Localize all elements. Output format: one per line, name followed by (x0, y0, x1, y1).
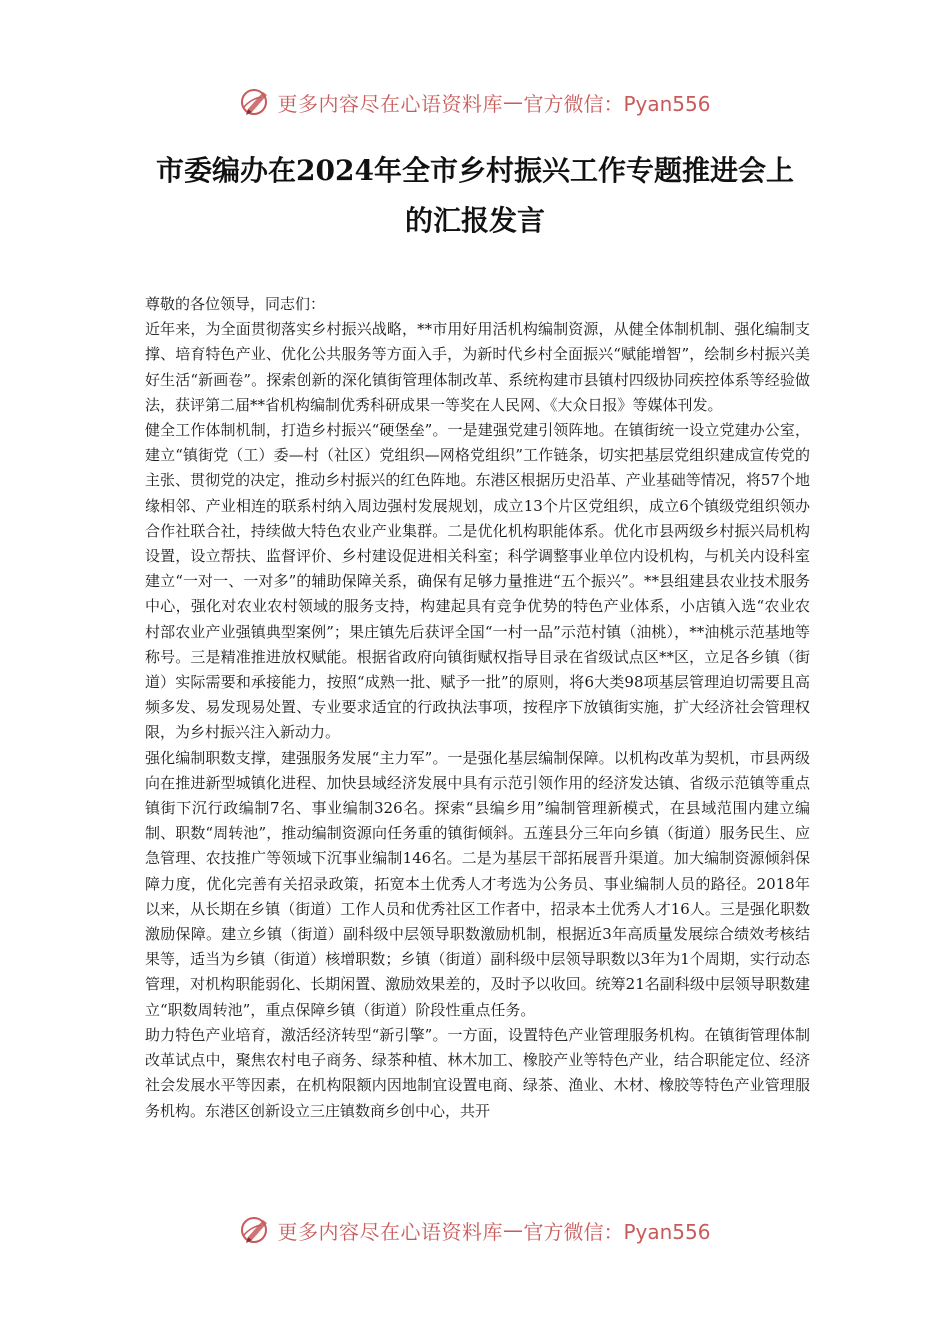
paragraph-section-2: 强化编制职数支撑，建强服务发展“主力军”。一是强化基层编制保障。以机构改革为契机，市县两级向在推进新型城镇化进程、加快县域经济发展中具有示范引领作用的经济发达镇、省级示范镇等重点镇街下沉行政编制7名、事业编制326名。探索“县编乡用”编制管理新模式，在县域范围内建立编制、职数“周转池”，推动编制资源向任务重的镇街倾斜。五莲县分三年向乡镇（街道）服务民生、应急管理、农技推广等领域下沉事业编制146名。二是为基层干部拓展晋升渠道。加大编制资源倾斜保障力度，优化完善有关招录政策，拓宽本土优秀人才考选为公务员、事业编制人员的路径。2018年以来，从长期在乡镇（街道）工作人员和优秀社区工作者中，招录本土优秀人才16人。三是强化职数激励保障。建立乡镇（街道）副科级中层领导职数激励机制，根据近3年高质量发展综合绩效考核结果等，适当为乡镇（街道）核增职数；乡镇（街道）副科级中层领导职数以3年为1个周期，实行动态管理，对机构职能弱化、长期闲置、激励效果差的，及时予以收回。统筹21名副科级中层领导职数建立“职数周转池”，重点保障乡镇（街道）阶段性重点任务。 (145, 748, 810, 1019)
paragraph-section-3: 助力特色产业培育，激活经济转型“新引擎”。一方面，设置特色产业管理服务机构。在镇街管理体制改革试点中，聚焦农村电子商务、绿茶种植、林木加工、橡胶产业等特色产业，结合职能定位、经济社会发展水平等因素，在机构限额内因地制宜设置电商、绿茶、渔业、木材、橡胶等特色产业管理服务机构。东港区创新设立三庄镇数商乡创中心，共开 (145, 1025, 810, 1120)
banner-text: 更多内容尽在心语资料库 (277, 91, 503, 116)
banner-contact: 官方微信：Pyan556 (523, 1219, 711, 1244)
paragraph-intro: 近年来，为全面贯彻落实乡村振兴战略，**市用好用活机构编制资源，从健全体制机制、强化编制支撑、培育特色产业、优化公共服务等方面入手，为新时代乡村全面振兴“赋能增智”，绘制乡村振兴美好生活“新画卷”。探索创新的深化镇街管理体制改革、系统构建市县镇村四级协同疾控体系等经验做法，获评第二届**省机构编制优秀科研成果一等奖在人民网、《大众日报》等媒体刊发。 (145, 320, 810, 414)
banner-dash: — (502, 1218, 524, 1242)
pen-logo-icon (239, 85, 273, 119)
title-line-2: 的汇报发言 (404, 204, 545, 237)
header-banner (0, 82, 950, 122)
paragraph-section-1: 健全工作体制机制，打造乡村振兴“硬堡垒”。一是建强党建引领阵地。在镇街统一设立党建办公室，建立“镇街党（工）委—村（社区）党组织—网格党组织”工作链条，切实把基层党组织建成宣传党的主张、贯彻党的决定，推动乡村振兴的红色阵地。东港区根据历史沿革、产业基础等情况，将57个地缘相邻、产业相连的联系村纳入周边强村发展规划，成立13个片区党组织，成立6个镇级党组织领办合作社联合社，持续做大特色农业产业集群。二是优化机构职能体系。优化市县两级乡村振兴局机构设置，设立帮扶、监督评价、乡村建设促进相关科室；科学调整事业单位内设机构，与机关内设科室建立“一对一、一对多”的辅助保障关系，确保有足够力量推进“五个振兴”。**县组建县农业技术服务中心，强化对农业农村领域的服务支持，构建起具有竞争优势的特色产业体系，小店镇入选“农业农村部农业产业强镇典型案例”；果庄镇先后获评全国“一村一品”示范村镇（油桃），**油桃示范基地等称号。三是精准推进放权赋能。根据省政府向镇街赋权指导目录在省级试点区**区，立足各乡镇（街道）实际需要和承接能力，按照“成熟一批、赋予一批”的原则，将6大类98项基层管理迫切需要且高频多发、易发现易处置、专业要求适宜的行政执法事项，按程序下放镇街实施，扩大经济社会管理权限，为乡村振兴注入新动力。 (145, 421, 810, 742)
footer-banner (0, 1210, 950, 1250)
document-title (120, 146, 830, 246)
pen-logo-icon (239, 1213, 273, 1247)
banner-contact: 官方微信：Pyan556 (523, 91, 711, 116)
document-body (145, 292, 810, 1124)
salutation: 尊敬的各位领导，同志们： (145, 295, 326, 313)
banner-dash: — (502, 90, 524, 114)
title-line-1: 市委编办在2024年全市乡村振兴工作专题推进会上 (156, 154, 794, 187)
banner-text: 更多内容尽在心语资料库 (277, 1219, 503, 1244)
